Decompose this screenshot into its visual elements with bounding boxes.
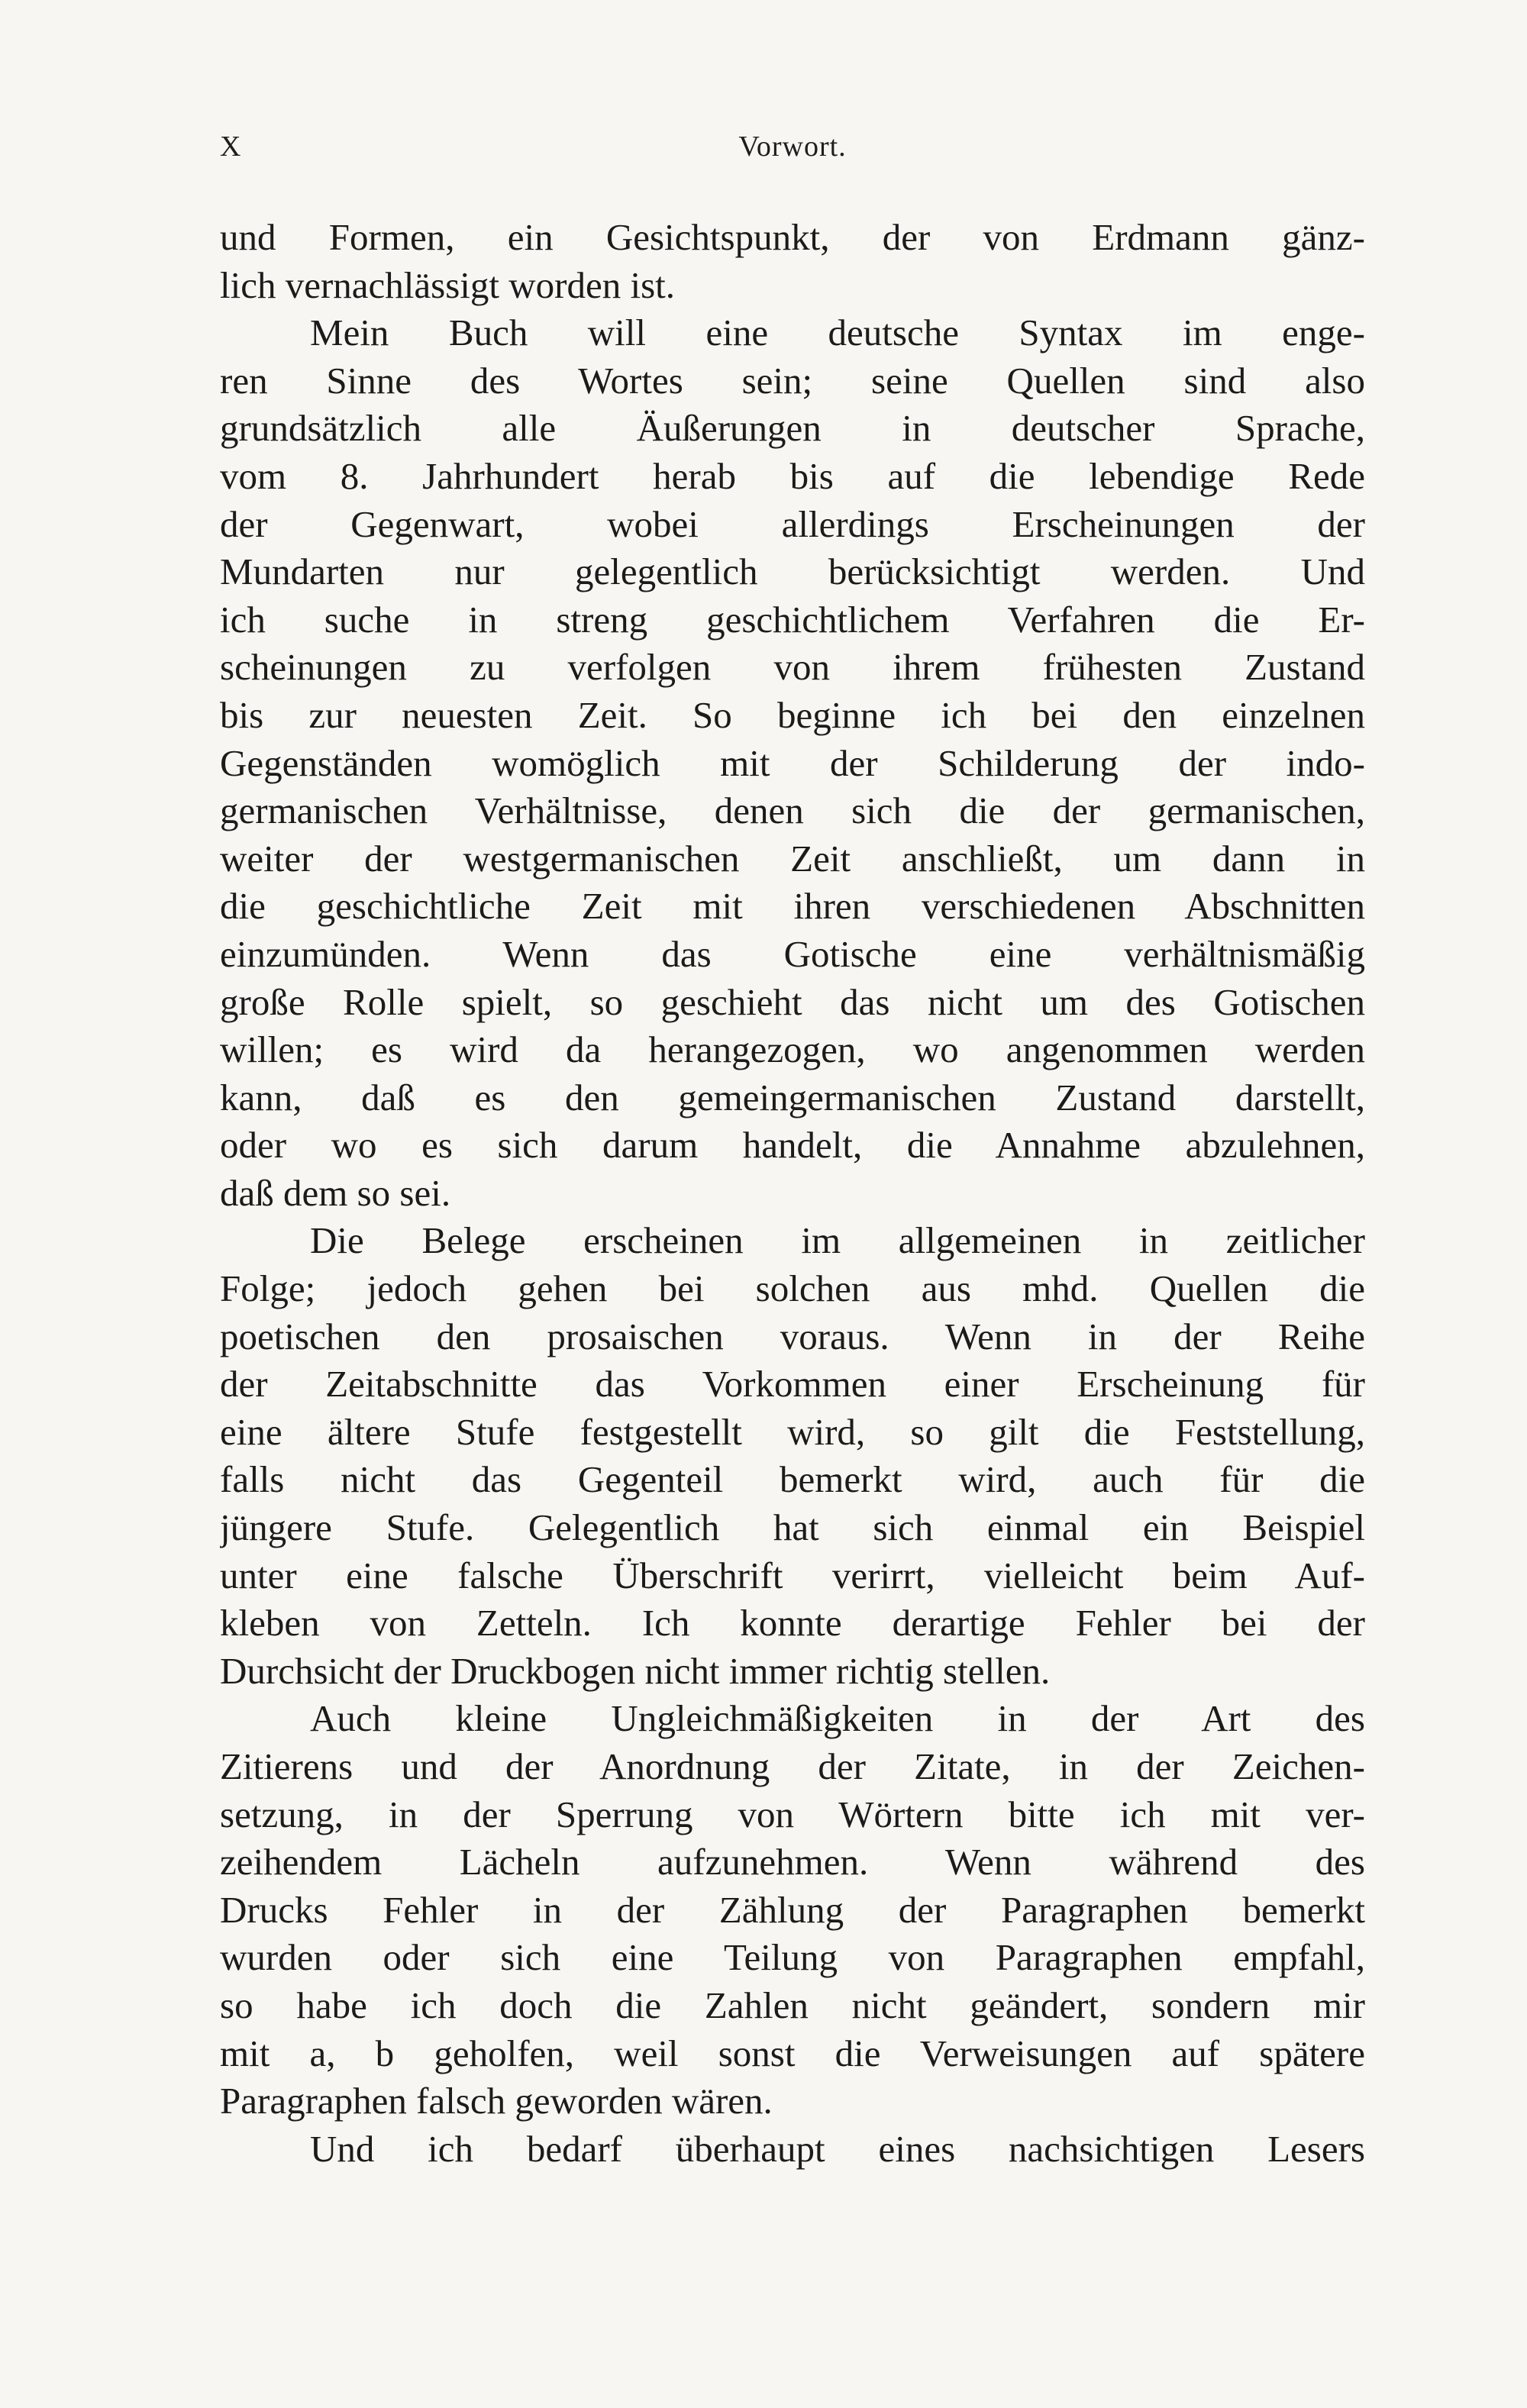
text-line: scheinungen zu verfolgen von ihrem frühesten Zustand: [220, 646, 1365, 689]
text-line: der Zeitabschnitte das Vorkommen einer Erscheinung für: [220, 1363, 1365, 1406]
text-line: willen; es wird da herangezogen, wo angenommen werden: [220, 1028, 1365, 1071]
text-line: Mundarten nur gelegentlich berücksichtigt werden. Und: [220, 550, 1365, 593]
text-line: kann, daß es den gemeingermanischen Zustand darstellt,: [220, 1076, 1365, 1118]
text-line: ren Sinne des Wortes sein; seine Quellen sind also: [220, 359, 1365, 402]
text-line: ich suche in streng geschichtlichem Verfahren die Er-: [220, 598, 1365, 641]
text-line: mit a, b geholfen, weil sonst die Verweisungen auf spätere: [220, 2032, 1365, 2074]
text-line: oder wo es sich darum handelt, die Annahme abzulehnen,: [220, 1124, 1365, 1167]
text-line: unter eine falsche Überschrift verirrt, vielleicht beim Auf-: [220, 1554, 1365, 1596]
text-line: lich vernachlässigt worden ist.: [220, 263, 676, 306]
text-line: germanischen Verhältnisse, denen sich die der germanischen,: [220, 789, 1365, 832]
page-header: [220, 130, 1365, 173]
text-line: so habe ich doch die Zahlen nicht geändert, sondern mir: [220, 1984, 1365, 2026]
text-line: vom 8. Jahrhundert herab bis auf die lebendige Rede: [220, 454, 1365, 497]
text-line: Zitierens und der Anordnung der Zitate, in der Zeichen-: [220, 1745, 1365, 1787]
text-line: Folge; jedoch gehen bei solchen aus mhd. Quellen die: [220, 1267, 1365, 1310]
text-line: Und ich bedarf überhaupt eines nachsichtigen Lesers: [310, 2127, 1365, 2170]
text-line: der Gegenwart, wobei allerdings Erscheinungen der: [220, 502, 1365, 545]
page-number: X: [220, 131, 241, 163]
text-line: Mein Buch will eine deutsche Syntax im enge-: [310, 311, 1365, 354]
text-line: daß dem so sei.: [220, 1171, 451, 1214]
body-text: [220, 214, 1365, 2173]
text-line: eine ältere Stufe festgestellt wird, so gilt die Feststellung,: [220, 1410, 1365, 1453]
text-line: Paragraphen falsch geworden wären.: [220, 2080, 773, 2122]
text-line: Auch kleine Ungleichmäßigkeiten in der Art des: [310, 1697, 1365, 1740]
text-line: und Formen, ein Gesichtspunkt, der von Erdmann gänz-: [220, 216, 1365, 258]
text-line: poetischen den prosaischen voraus. Wenn in der Reihe: [220, 1315, 1365, 1357]
text-line: weiter der westgermanischen Zeit anschließt, um dann in: [220, 837, 1365, 880]
text-line: zeihendem Lächeln aufzunehmen. Wenn während des: [220, 1841, 1365, 1883]
text-line: jüngere Stufe. Gelegentlich hat sich einmal ein Beispiel: [220, 1506, 1365, 1549]
text-line: setzung, in der Sperrung von Wörtern bitte ich mit ver-: [220, 1793, 1365, 1835]
text-line: Durchsicht der Druckbogen nicht immer richtig stellen.: [220, 1649, 1051, 1692]
text-line: einzumünden. Wenn das Gotische eine verhältnismäßig: [220, 932, 1365, 975]
text-line: bis zur neuesten Zeit. So beginne ich bei den einzelnen: [220, 693, 1365, 736]
text-line: große Rolle spielt, so geschieht das nicht um des Gotischen: [220, 980, 1365, 1023]
text-line: kleben von Zetteln. Ich konnte derartige Fehler bei der: [220, 1602, 1365, 1645]
running-head: Vorwort.: [738, 131, 847, 163]
text-line: Gegenständen womöglich mit der Schilderung der indo-: [220, 741, 1365, 784]
text-line: die geschichtliche Zeit mit ihren verschiedenen Abschnitten: [220, 885, 1365, 928]
text-line: falls nicht das Gegenteil bemerkt wird, auch für die: [220, 1458, 1365, 1501]
text-line: grundsätzlich alle Äußerungen in deutscher Sprache,: [220, 407, 1365, 450]
text-line: wurden oder sich eine Teilung von Paragraphen empfahl,: [220, 1936, 1365, 1979]
text-line: Drucks Fehler in der Zählung der Paragraphen bemerkt: [220, 1888, 1365, 1931]
text-line: Die Belege erscheinen im allgemeinen in zeitlicher: [310, 1219, 1365, 1262]
